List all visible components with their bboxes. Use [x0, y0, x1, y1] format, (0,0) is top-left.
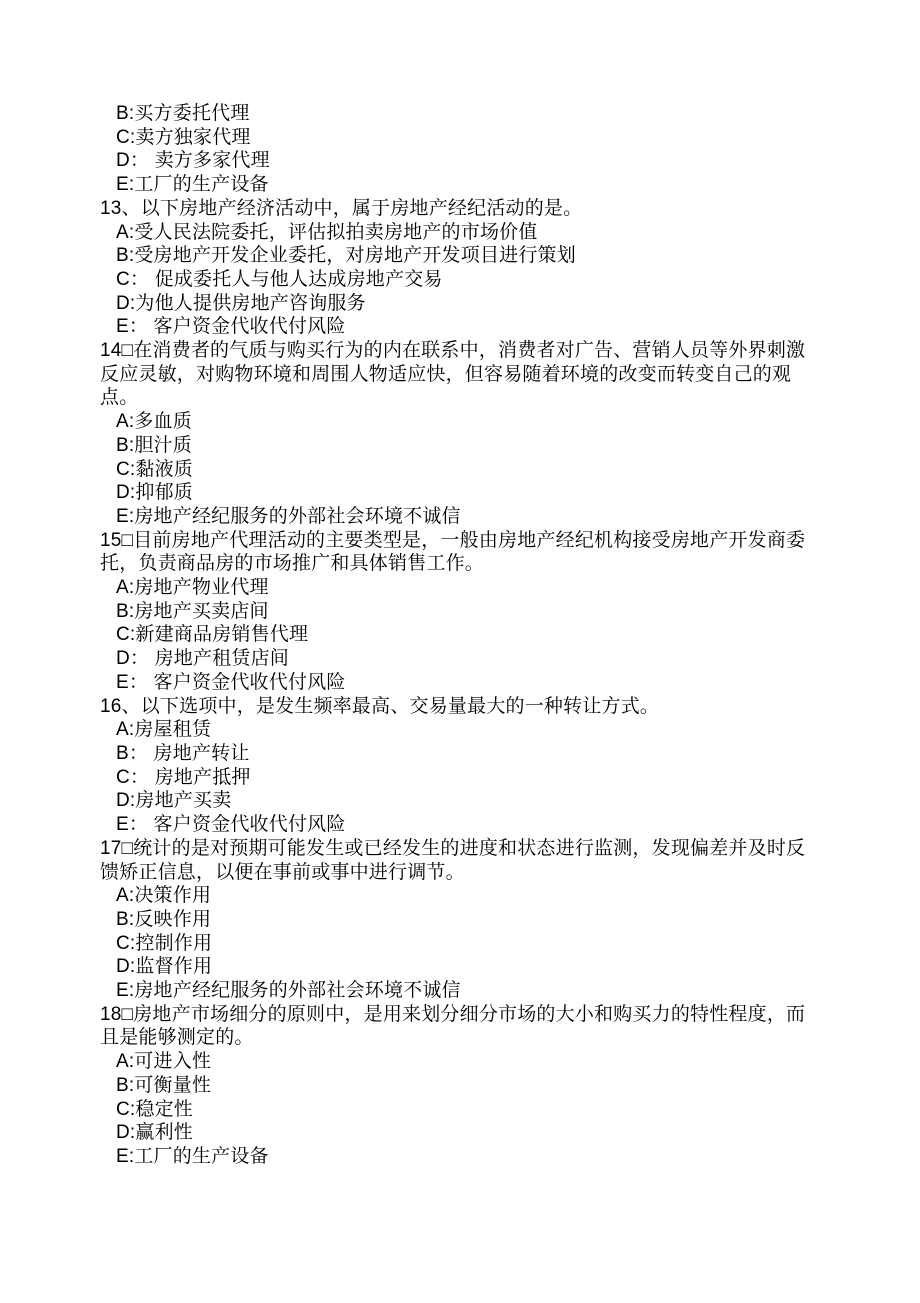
- question-block: [100, 529, 822, 695]
- option-line: C:稳定性: [116, 1098, 194, 1120]
- question-text-line: [100, 695, 822, 719]
- option-line: C:新建商品房销售代理: [116, 624, 309, 646]
- question-number: 15□: [100, 529, 134, 551]
- option-line: E:房地产经纪服务的外部社会环境不诚信: [116, 980, 461, 1002]
- option-line: A:房地产物业代理: [116, 577, 269, 599]
- question-text: 房地产市场细分的原则中，是用来划分细分市场的大小和购买力的特性程度，而且是能够测定的。: [100, 1003, 806, 1049]
- question-12-tail-options: [100, 102, 822, 197]
- option-line: D:为他人提供房地产咨询服务: [116, 292, 366, 314]
- option-line: B:反映作用: [116, 908, 212, 930]
- question-number: 18□: [100, 1003, 134, 1025]
- option-line: E:工厂的生产设备: [116, 1145, 269, 1167]
- question-text-line: [100, 529, 822, 576]
- option-line: C： 促成委托人与他人达成房地产交易: [116, 268, 443, 290]
- question-number: 13、: [100, 197, 141, 219]
- option-line: C： 房地产抵押: [116, 766, 251, 788]
- option-line: E： 客户资金代收代付风险: [116, 316, 346, 338]
- option-line: A:房屋租赁: [116, 719, 212, 741]
- option-line: D： 房地产租赁店间: [116, 648, 290, 670]
- option-line: B:胆汁质: [116, 434, 192, 456]
- question-text: 目前房地产代理活动的主要类型是，一般由房地产经纪机构接受房地产开发商委托，负责商品房的市场推广和具体销售工作。: [100, 529, 806, 575]
- option-line: D:房地产买卖: [116, 790, 232, 812]
- question-text-line: [100, 197, 822, 221]
- question-options: [100, 1050, 822, 1169]
- question-text-line: [100, 339, 822, 410]
- option-line: E： 客户资金代收代付风险: [116, 671, 346, 693]
- option-line: A:多血质: [116, 411, 192, 433]
- question-block: [100, 837, 822, 1003]
- option-line: E： 客户资金代收代付风险: [116, 814, 346, 836]
- question-number: 17□: [100, 837, 134, 859]
- question-options: [100, 410, 822, 529]
- option-line: A:可进入性: [116, 1051, 212, 1073]
- question-text: 以下选项中，是发生频率最高、交易量最大的一种转让方式。: [140, 695, 660, 717]
- question-text-line: [100, 837, 822, 884]
- option-line: A:决策作用: [116, 885, 212, 907]
- option-line: E:房地产经纪服务的外部社会环境不诚信: [116, 505, 461, 527]
- question-options: [100, 718, 822, 837]
- question-number: 14□: [100, 340, 134, 362]
- question-number: 16、: [100, 695, 141, 717]
- question-text: 以下房地产经济活动中，属于房地产经纪活动的是。: [140, 197, 583, 219]
- option-line: B:房地产买卖店间: [116, 600, 269, 622]
- option-line: D:抑郁质: [116, 482, 194, 504]
- question-options: [100, 884, 822, 1003]
- option-line: D:赢利性: [116, 1122, 194, 1144]
- question-block: [100, 695, 822, 837]
- option-line: B:可衡量性: [116, 1074, 212, 1096]
- question-text-line: [100, 1003, 822, 1050]
- questions-container: [100, 197, 822, 1169]
- question-options: [100, 576, 822, 695]
- option-line: E:工厂的生产设备: [116, 174, 269, 196]
- option-line: D:监督作用: [116, 956, 213, 978]
- question-block: [100, 197, 822, 339]
- option-line: C:控制作用: [116, 932, 213, 954]
- option-line: B:受房地产开发企业委托，对房地产开发项目进行策划: [116, 245, 576, 267]
- question-text: 统计的是对预期可能发生或已经发生的进度和状态进行监测，发现偏差并及时反馈矫正信息，以便在事前或事中进行调节。: [100, 837, 806, 883]
- question-options: [100, 221, 822, 340]
- option-line: D： 卖方多家代理: [116, 150, 270, 172]
- option-line: B： 房地产转让: [116, 742, 250, 764]
- option-line: C:卖方独家代理: [116, 126, 251, 148]
- option-line: B:买方委托代理: [116, 103, 250, 124]
- question-block: [100, 1003, 822, 1169]
- option-line: C:黏液质: [116, 458, 194, 480]
- question-text: 在消费者的气质与购买行为的内在联系中，消费者对广告、营销人员等外界刺激反应灵敏，对购物环境和周围人物适应快，但容易随着环境的改变而转变自己的观点。: [100, 340, 806, 409]
- option-line: A:受人民法院委托，评估拟拍卖房地产的市场价值: [116, 221, 538, 243]
- question-block: [100, 339, 822, 529]
